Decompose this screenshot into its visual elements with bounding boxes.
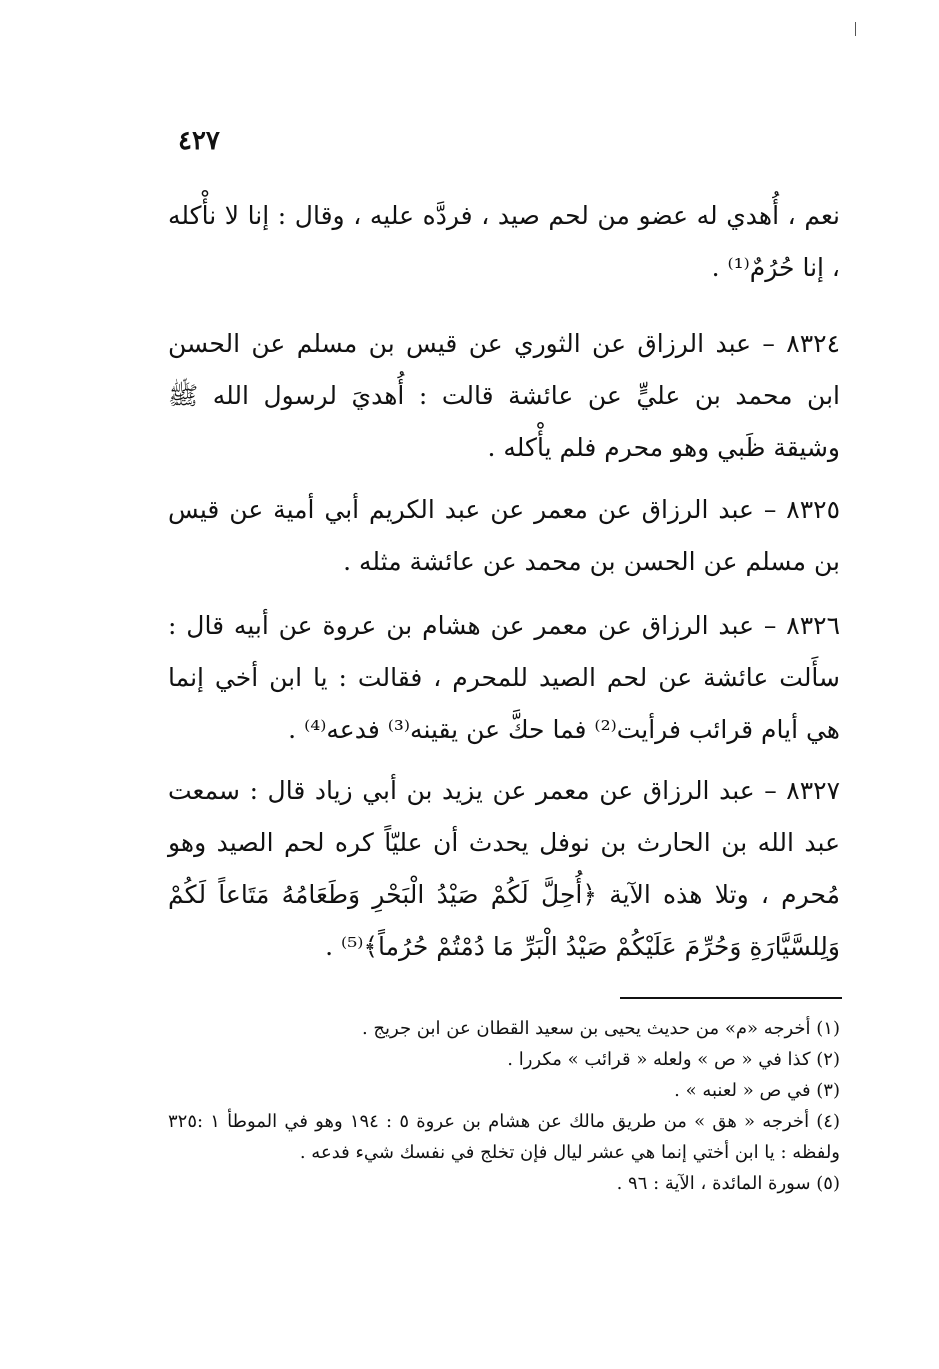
- footnote-4: (٤) أخرجه « هق » من طريق مالك عن هشام بن عروة ٥ : ١٩٤ وهو في الموطأ ١ :٣٢٥ ولفظه : يا ابن أختي إنما هي عشر ليال فإن تخلج في نفسك شيء فدعه .: [168, 1111, 840, 1163]
- hadith-8326: ٨٣٢٦ – عبد الرزاق عن معمر عن هشام بن عروة عن أبيه قال : سأَلت عائشة عن لحم الصيد للمحرم ، فقالت : يا ابن أخي إنما هي أيام قرائب فرأيت⁽²⁾ فما حكَّ عن يقينه⁽³⁾ فدعه⁽⁴⁾ .: [168, 611, 840, 744]
- footnote-1: (١) أخرجه «م» من حديث يحيى بن سعيد القطان عن ابن جريج .: [361, 1018, 840, 1039]
- footnote-5: (٥) سورة المائدة ، الآية : ٩٦ .: [616, 1173, 840, 1194]
- margin-mark: [855, 22, 856, 36]
- hadith-8324: ٨٣٢٤ – عبد الرزاق عن الثوري عن قيس بن مسلم عن الحسن ابن محمد بن عليٍّ عن عائشة قالت : أُهديَ لرسول الله ﷺ وشيقة ظَبي وهو محرم فلم يأْكله .: [168, 329, 840, 462]
- footnote-3: (٣) في ص « لعنبه » .: [674, 1080, 840, 1101]
- footnote-separator: [620, 997, 842, 999]
- hadith-8325: ٨٣٢٥ – عبد الرزاق عن معمر عن عبد الكريم أبي أمية عن قيس بن مسلم عن الحسن بن محمد عن عائشة مثله .: [168, 495, 840, 576]
- paragraph-continuation: نعم ، أُهدي له عضو من لحم صيد ، فردَّه عليه ، وقال : إنا لا نأْكله ، إنا حُرُمٌ⁽¹⁾ .: [168, 201, 840, 282]
- footnotes: [168, 1013, 840, 1199]
- hadith-8327: ٨٣٢٧ – عبد الرزاق عن معمر عن يزيد بن أبي زياد قال : سمعت عبد الله بن الحارث بن نوفل يحدث أن عليّاً كره لحم الصيد وهو مُحرم ، وتلا هذه الآية ﴿أُحِلَّ لَكُمْ صَيْدُ الْبَحْرِ وَطَعَامُهُ مَتَاعاً لَكُمْ وَلِلسَّيَّارَةِ وَحُرِّمَ عَلَيْكُمْ صَيْدُ الْبَرِّ مَا دُمْتُمْ حُرُماً﴾⁽⁵⁾ .: [168, 776, 840, 961]
- footnote-2: (٢) كذا في « ص » ولعله « قرائب » مكررا .: [507, 1049, 840, 1070]
- page-number: ٤٢٧: [178, 126, 220, 156]
